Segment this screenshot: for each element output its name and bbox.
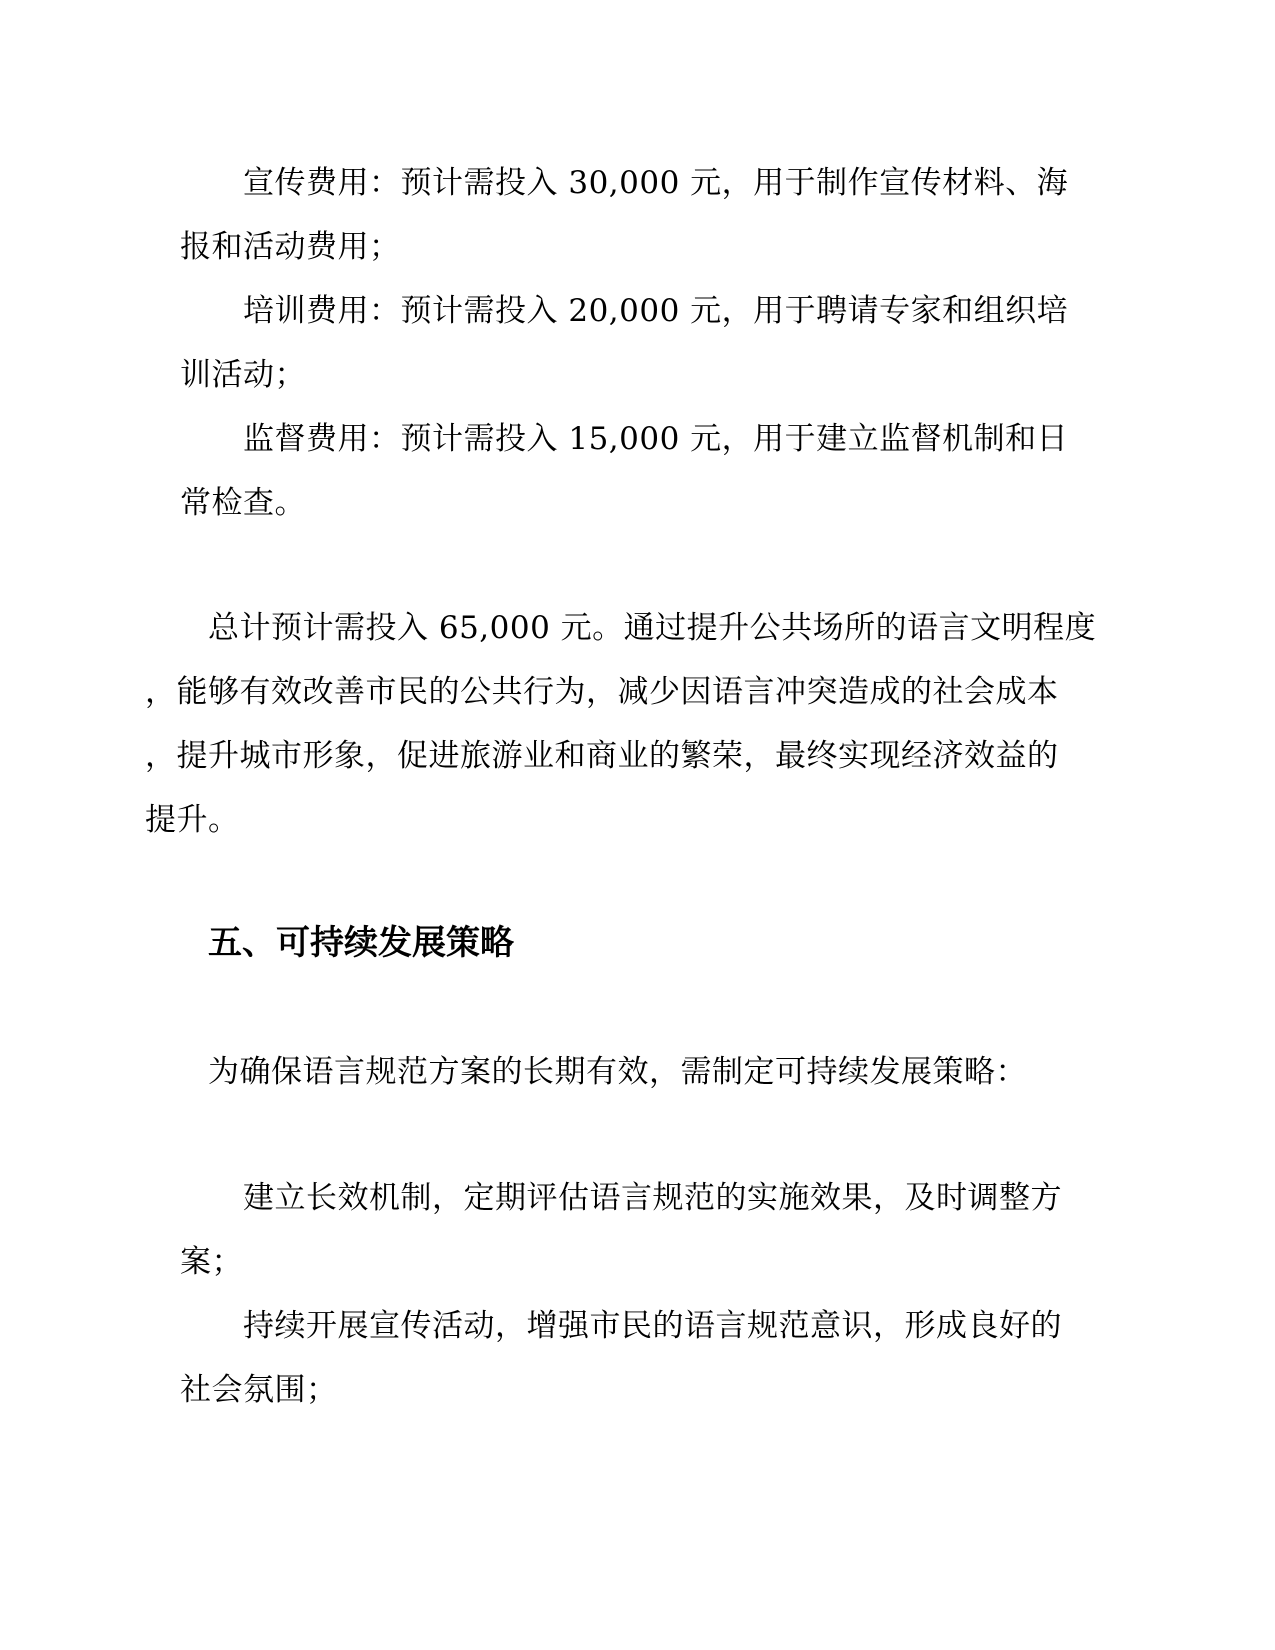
section-intro: 为确保语言规范方案的长期有效，需制定可持续发展策略： xyxy=(208,1054,1027,1090)
training-cost-line-1: 培训费用：预计需投入 20,000 元，用于聘请专家和组织培 xyxy=(243,293,1069,329)
supervision-cost-line-2: 常检查。 xyxy=(180,485,306,521)
supervision-cost-line-1: 监督费用：预计需投入 15,000 元，用于建立监督机制和日 xyxy=(243,421,1069,457)
strategy-item-1-line-1: 建立长效机制，定期评估语言规范的实施效果，及时调整方 xyxy=(243,1180,1062,1216)
training-cost-line-2: 训活动； xyxy=(180,357,306,393)
publicity-cost-line-2: 报和活动费用； xyxy=(180,229,401,265)
strategy-item-1-line-2: 案； xyxy=(180,1244,243,1280)
publicity-cost-line-1: 宣传费用：预计需投入 30,000 元，用于制作宣传材料、海 xyxy=(243,165,1069,201)
summary-line-2: ，能够有效改善市民的公共行为，减少因语言冲突造成的社会成本 xyxy=(145,674,1059,710)
summary-line-3: ，提升城市形象，促进旅游业和商业的繁荣，最终实现经济效益的 xyxy=(145,738,1059,774)
section-heading: 五、可持续发展策略 xyxy=(208,923,514,963)
summary-line-4: 提升。 xyxy=(145,802,240,838)
strategy-item-2-line-1: 持续开展宣传活动，增强市民的语言规范意识，形成良好的 xyxy=(243,1308,1062,1344)
summary-line-1: 总计预计需投入 65,000 元。通过提升公共场所的语言文明程度 xyxy=(208,610,1097,646)
strategy-item-2-line-2: 社会氛围； xyxy=(180,1372,338,1408)
